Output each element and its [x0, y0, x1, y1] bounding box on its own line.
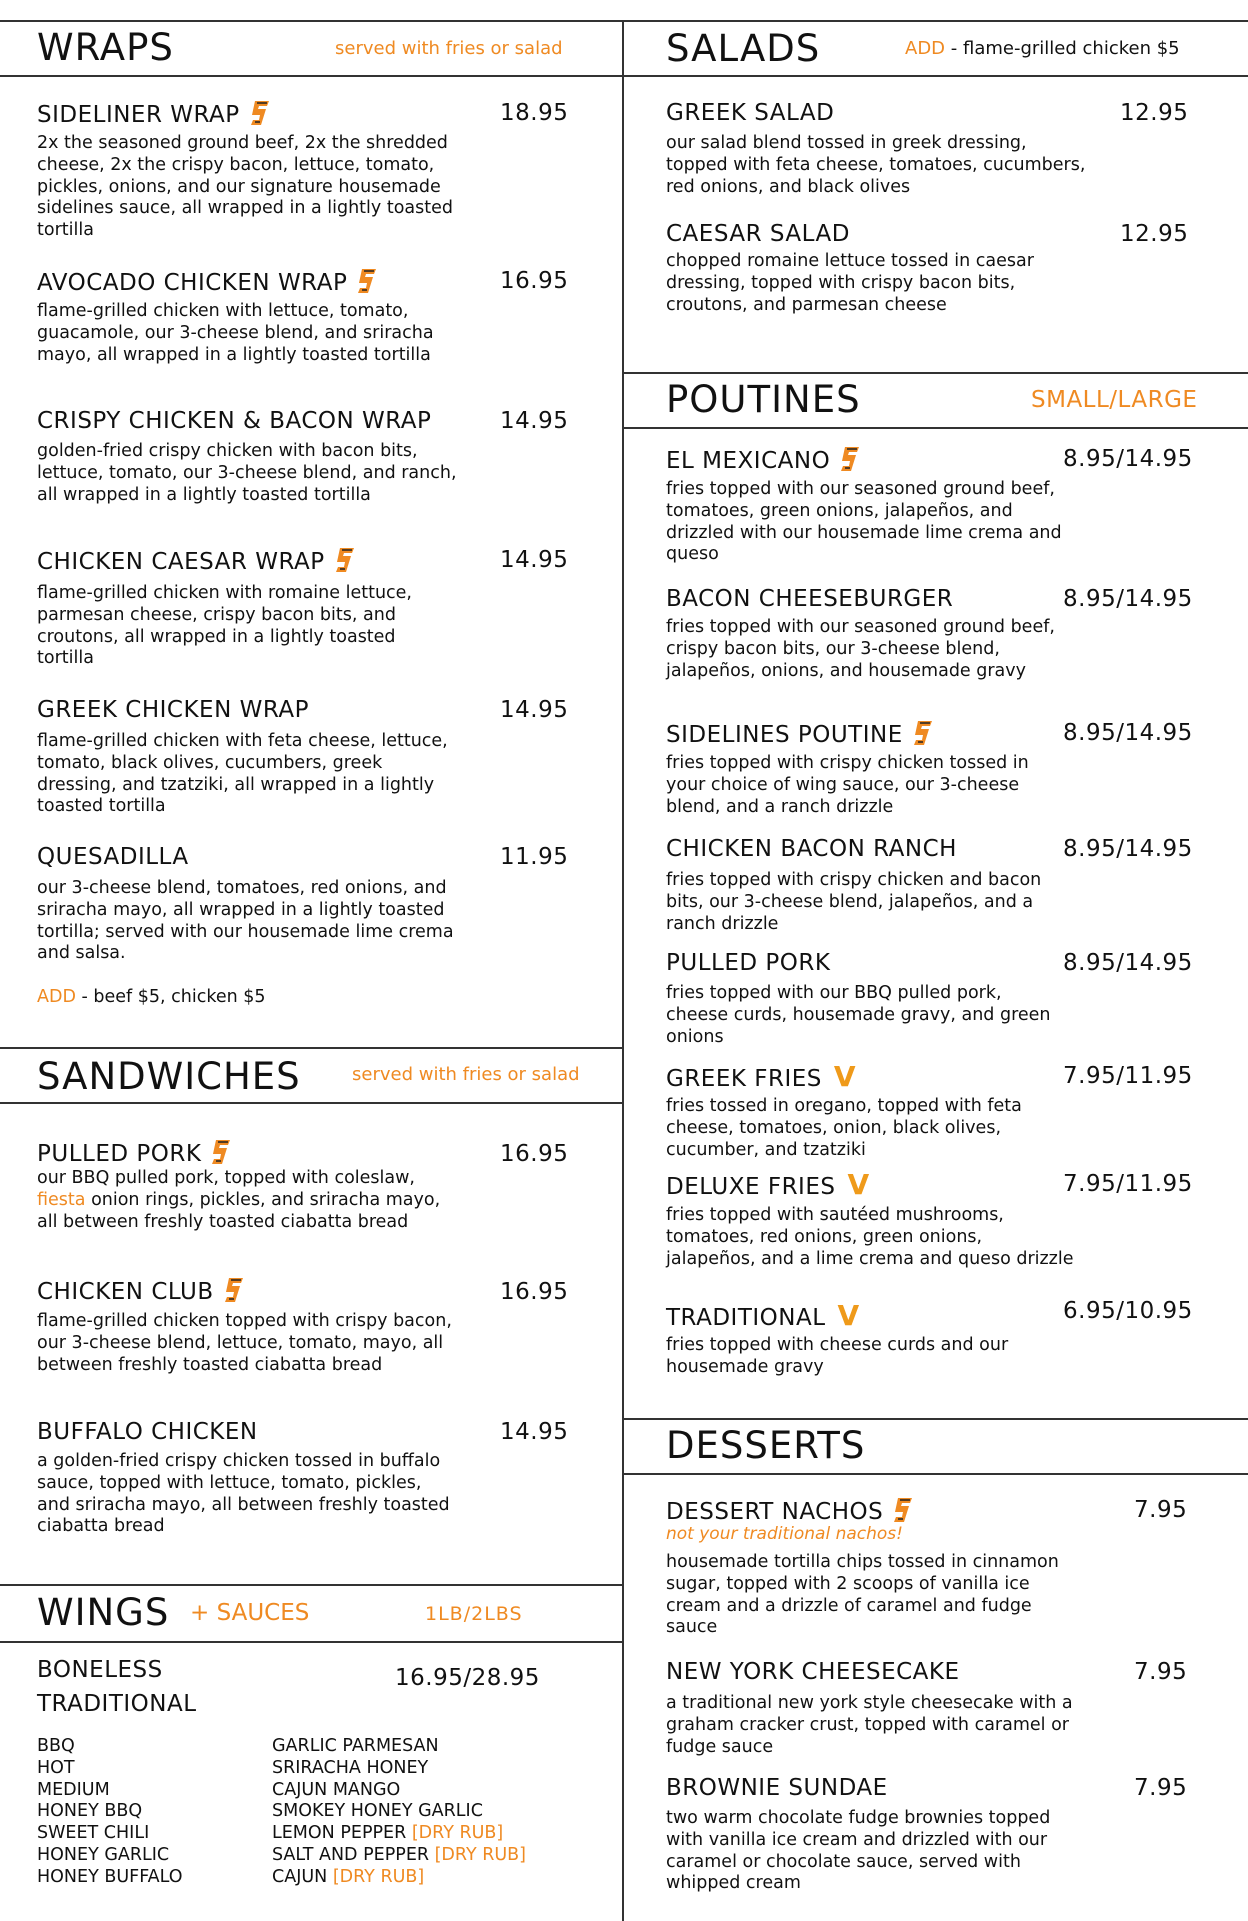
menu-item-price: 12.95: [1120, 221, 1189, 247]
menu-item-name: CHICKEN CLUB: [37, 1277, 244, 1305]
menu-item-price: 11.95: [500, 844, 569, 870]
menu-item-name: DESSERT NACHOS: [666, 1497, 913, 1525]
sauce-item: HONEY BBQ: [37, 1801, 143, 1822]
menu-item-price: 14.95: [500, 1419, 569, 1445]
sauce-list-right: [272, 1736, 526, 1889]
sauce-item: SALT AND PEPPER [DRY RUB]: [272, 1844, 527, 1865]
sauce-item: HONEY GARLIC: [37, 1844, 170, 1865]
sandwiches-title: SANDWICHES: [37, 1055, 301, 1098]
menu-item-price: 16.95: [500, 1279, 569, 1305]
menu-item-description: fries topped with our seasoned ground beef, tomatoes, green onions, jalapeños, and drizzled with our housemade lime crema and queso: [666, 479, 1062, 565]
menu-item-description: fries topped with our seasoned ground beef, crispy bacon bits, our 3-cheese blend, jalapeños, onions, and housemade gravy: [666, 617, 1055, 681]
sauce-item: SMOKEY HONEY GARLIC: [272, 1801, 483, 1822]
vegetarian-icon: V: [833, 1060, 857, 1093]
signature-icon: [335, 547, 355, 573]
menu-item-name: PULLED PORK: [666, 950, 831, 976]
menu-item-name: SIDELINER WRAP: [37, 100, 270, 128]
menu-item-price: 7.95/11.95: [1063, 1171, 1193, 1197]
wraps-title: WRAPS: [37, 26, 174, 69]
menu-item-description: 2x the seasoned ground beef, 2x the shredded cheese, 2x the crispy bacon, lettuce, tomato, pickles, onions, and our signature housemade sidelines sauce, all wrapped in a lightly toasted tortilla: [37, 133, 453, 241]
menu-item-price: 16.95: [500, 268, 569, 294]
divider: [0, 1047, 622, 1049]
wings-boneless: BONELESS: [37, 1657, 163, 1683]
menu-item-price: 7.95: [1134, 1775, 1188, 1801]
menu-item-name: CRISPY CHICKEN & BACON WRAP: [37, 408, 432, 434]
menu-item-name: BUFFALO CHICKEN: [37, 1419, 258, 1445]
menu-item-price: 7.95: [1134, 1659, 1188, 1685]
menu-item-price: 8.95/14.95: [1063, 836, 1193, 862]
menu-item-price: 12.95: [1120, 100, 1189, 126]
poutines-title: POUTINES: [666, 378, 861, 421]
sauce-item: LEMON PEPPER [DRY RUB]: [272, 1823, 504, 1844]
menu-item-name: CHICKEN CAESAR WRAP: [37, 547, 355, 575]
divider: [0, 1584, 622, 1586]
menu-item-description: flame-grilled chicken with lettuce, tomato, guacamole, our 3-cheese blend, and sriracha mayo, all wrapped in a lightly toasted tortilla: [37, 301, 434, 365]
wings-sizes: 1LB/2LBS: [425, 1603, 523, 1625]
menu-item-name: BROWNIE SUNDAE: [666, 1775, 888, 1801]
menu-item-description: our salad blend tossed in greek dressing, topped with feta cheese, tomatoes, cucumbers, red onions, and black olives: [666, 133, 1086, 197]
menu-item-name: TRADITIONAL V: [666, 1299, 860, 1332]
menu-item-description: two warm chocolate fudge brownies topped with vanilla ice cream and drizzled with our caramel or chocolate sauce, served with whipped cream: [666, 1808, 1051, 1894]
menu-item-price: 14.95: [500, 697, 569, 723]
menu-item-name: AVOCADO CHICKEN WRAP: [37, 268, 377, 296]
divider: [623, 427, 1248, 429]
signature-icon: [357, 268, 377, 294]
menu-item-description: flame-grilled chicken topped with crispy bacon, our 3-cheese blend, lettuce, tomato, mayo, all between freshly toasted ciabatta bread: [37, 1311, 452, 1375]
wings-sauces-label: + SAUCES: [190, 1600, 310, 1626]
menu-item-name: QUESADILLA: [37, 844, 189, 870]
divider: [623, 20, 1248, 22]
sauce-list-left: [37, 1736, 183, 1889]
wings-price: 16.95/28.95: [395, 1665, 540, 1691]
menu-item-price: 18.95: [500, 100, 569, 126]
left-column: [0, 0, 622, 1921]
sauce-item: BBQ: [37, 1736, 75, 1756]
wraps-add-on: ADD - beef $5, chicken $5: [37, 987, 266, 1007]
sauce-item: MEDIUM: [37, 1779, 110, 1800]
signature-icon: [913, 720, 933, 746]
salads-title: SALADS: [666, 27, 821, 70]
sauce-item: HONEY BUFFALO: [37, 1866, 183, 1887]
menu-item-description: fries topped with sautéed mushrooms, tomatoes, red onions, green onions, jalapeños, and a lime crema and queso drizzle: [666, 1205, 1074, 1269]
menu-item-description: flame-grilled chicken with romaine lettuce, parmesan cheese, crispy bacon bits, and croutons, all wrapped in a lightly toasted tortilla: [37, 583, 412, 669]
menu-item-price: 14.95: [500, 547, 569, 573]
menu-item-description: fries topped with our BBQ pulled pork, cheese curds, housemade gravy, and green onions: [666, 983, 1051, 1047]
menu-item-description: fries topped with crispy chicken tossed in your choice of wing sauce, our 3-cheese blend, and a ranch drizzle: [666, 753, 1029, 817]
divider: [0, 1102, 622, 1104]
menu-item-name: NEW YORK CHEESECAKE: [666, 1659, 960, 1685]
menu-item-name: PULLED PORK: [37, 1139, 231, 1167]
divider: [0, 1641, 622, 1643]
vegetarian-icon: V: [847, 1168, 870, 1201]
sauce-item: HOT: [37, 1757, 75, 1778]
menu-item-name: GREEK FRIES V: [666, 1060, 857, 1093]
menu-item-price: 16.95: [500, 1141, 569, 1167]
menu-item-description: housemade tortilla chips tossed in cinnamon sugar, topped with 2 scoops of vanilla ice cream and a drizzle of caramel and fudge sauce: [666, 1552, 1059, 1638]
divider: [623, 75, 1248, 77]
wings-title: WINGS: [37, 1591, 170, 1634]
menu-item-description: a golden-fried crispy chicken tossed in buffalo sauce, topped with lettuce, tomato, pickles, and sriracha mayo, all between freshly toasted ciabatta bread: [37, 1451, 450, 1537]
signature-icon: [211, 1139, 231, 1165]
menu-item-price: 8.95/14.95: [1063, 950, 1193, 976]
sauce-item: SWEET CHILI: [37, 1823, 150, 1844]
divider: [623, 1418, 1248, 1420]
menu-item-name: BACON CHEESEBURGER: [666, 586, 954, 612]
right-column: [623, 0, 1248, 1921]
menu-item-description: a traditional new york style cheesecake with a graham cracker crust, topped with caramel or fudge sauce: [666, 1693, 1073, 1757]
signature-icon: [250, 100, 270, 126]
menu-item-description: fries topped with crispy chicken and bacon bits, our 3-cheese blend, jalapeños, and a ranch drizzle: [666, 870, 1042, 934]
menu-item-name: SIDELINES POUTINE: [666, 720, 933, 748]
desserts-title: DESSERTS: [666, 1424, 866, 1467]
signature-icon: [224, 1277, 244, 1303]
menu-item-price: 7.95/11.95: [1063, 1063, 1193, 1089]
divider: [623, 372, 1248, 374]
menu-item-name: DELUXE FRIES V: [666, 1168, 870, 1201]
menu-item-price: 6.95/10.95: [1063, 1298, 1193, 1324]
divider: [623, 1473, 1248, 1475]
menu-item-description: fries topped with cheese curds and our housemade gravy: [666, 1335, 1009, 1377]
signature-icon: [893, 1497, 913, 1523]
sauce-item: CAJUN MANGO: [272, 1779, 401, 1800]
salads-note: ADD - flame-grilled chicken $5: [905, 38, 1180, 59]
vegetarian-icon: V: [837, 1299, 860, 1332]
sandwiches-note: served with fries or salad: [352, 1064, 580, 1085]
divider: [0, 20, 622, 22]
menu-item-name: CHICKEN BACON RANCH: [666, 836, 957, 862]
menu-item-price: 8.95/14.95: [1063, 586, 1193, 612]
sauce-item: CAJUN [DRY RUB]: [272, 1866, 425, 1887]
menu-item-description: our 3-cheese blend, tomatoes, red onions, and sriracha mayo, all wrapped in a lightly toasted tortilla; served with our housemade lime crema and salsa.: [37, 878, 454, 964]
menu-item-subtitle: not your traditional nachos!: [666, 1524, 903, 1544]
menu-item-name: GREEK SALAD: [666, 100, 835, 126]
menu-item-description: flame-grilled chicken with feta cheese, lettuce, tomato, black olives, cucumbers, greek dressing, and tzatziki, all wrapped in a lightly toasted tortilla: [37, 731, 448, 817]
sauce-item: GARLIC PARMESAN: [272, 1736, 439, 1756]
divider: [0, 75, 622, 77]
menu-item-description: chopped romaine lettuce tossed in caesar dressing, topped with crispy bacon bits, croutons, and parmesan cheese: [666, 251, 1034, 315]
menu-item-description: golden-fried crispy chicken with bacon bits, lettuce, tomato, our 3-cheese blend, and ranch, all wrapped in a lightly toasted tortilla: [37, 441, 457, 505]
menu-item-description: fries tossed in oregano, topped with feta cheese, tomatoes, onion, black olives, cucumber, and tzatziki: [666, 1096, 1022, 1160]
menu-item-price: 8.95/14.95: [1063, 446, 1193, 472]
menu-item-price: 7.95: [1134, 1497, 1188, 1523]
wings-traditional: TRADITIONAL: [37, 1691, 197, 1717]
poutines-note: SMALL/LARGE: [1031, 387, 1198, 413]
menu-item-description: our BBQ pulled pork, topped with coleslaw, fiesta onion rings, pickles, and sriracha mayo, all between freshly toasted ciabatta bread: [37, 1168, 441, 1232]
menu-item-name: EL MEXICANO: [666, 446, 860, 474]
menu-item-name: GREEK CHICKEN WRAP: [37, 697, 309, 723]
menu-item-name: CAESAR SALAD: [666, 221, 850, 247]
menu-item-price: 14.95: [500, 408, 569, 434]
sauce-item: SRIRACHA HONEY: [272, 1757, 429, 1778]
signature-icon: [840, 446, 860, 472]
menu-item-price: 8.95/14.95: [1063, 720, 1193, 746]
wraps-note: served with fries or salad: [335, 38, 563, 59]
